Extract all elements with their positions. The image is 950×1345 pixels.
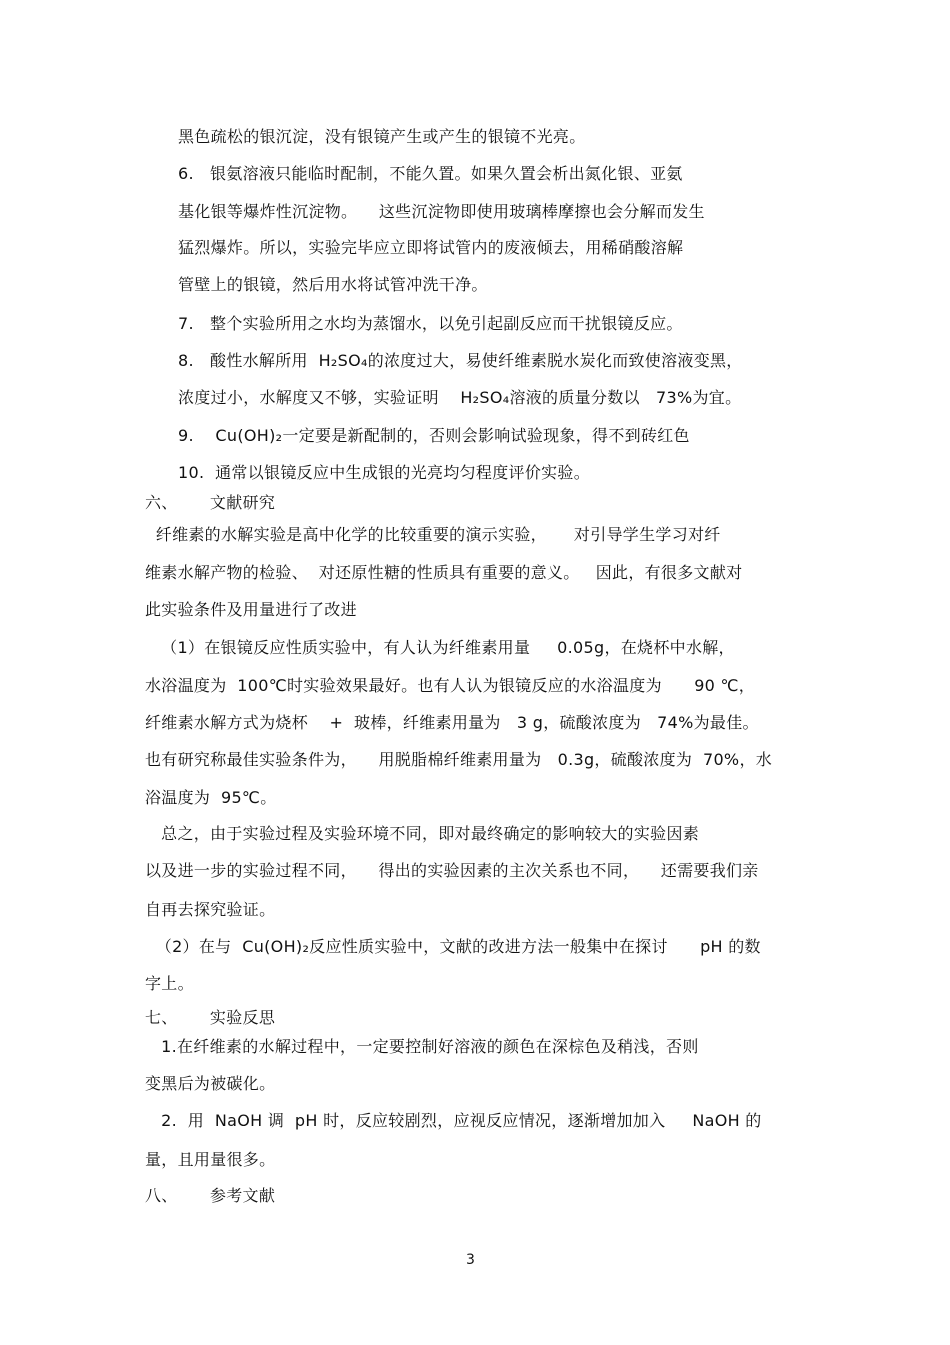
text-line-16: 水浴温度为 100℃时实验效果最好。也有人认为银镜反应的水浴温度为 90 ℃， [145,676,756,695]
text-line-28: 2. 用 NaOH 调 pH 时，反应较剧烈，应视反应情况，逐渐增加加入 NaOH 的 [145,1111,762,1130]
text-line-1: 黑色疏松的银沉淀，没有银镜产生或产生的银镜不光亮。 [178,127,586,146]
text-line-20: 总之，由于实验过程及实验环境不同，即对最终确定的影响较大的实验因素 [145,824,700,843]
section-heading-8: 八、 参考文献 [145,1186,276,1205]
text-line-29: 量，且用量很多。 [145,1150,276,1169]
text-line-23: （2）在与 Cu(OH)₂反应性质实验中，文献的改进方法一般集中在探讨 pH 的数 [145,937,761,956]
text-line-22: 自再去探究验证。 [145,900,276,919]
text-line-5: 管壁上的银镜，然后用水将试管冲洗干净。 [178,275,488,294]
text-line-24: 字上。 [145,974,194,993]
text-line-6: 7. 整个实验所用之水均为蒸馏水，以免引起副反应而干扰银镜反应。 [178,314,683,333]
text-line-3: 基化银等爆炸性沉淀物。 这些沉淀物即使用玻璃棒摩擦也会分解而发生 [178,202,705,221]
text-line-12: 纤维素的水解实验是高中化学的比较重要的演示实验， 对引导学生学习对纤 [145,525,721,544]
page-number: 3 [466,1252,475,1268]
text-line-2: 6. 银氨溶液只能临时配制，不能久置。如果久置会析出氮化银、亚氨 [178,164,683,183]
text-line-14: 此实验条件及用量进行了改进 [145,600,357,619]
text-line-15: （1）在银镜反应性质实验中，有人认为纤维素用量 0.05g，在烧杯中水解， [145,638,735,657]
text-line-18: 也有研究称最佳实验条件为， 用脱脂棉纤维素用量为 0.3g，硫酸浓度为 70%，水 [145,750,773,769]
text-line-9: 9. Cu(OH)₂一定要是新配制的，否则会影响试验现象，得不到砖红色 [178,426,690,445]
text-line-8: 浓度过小，水解度又不够，实验证明 H₂SO₄溶液的质量分数以 73%为宜。 [178,388,742,407]
text-line-26: 1.在纤维素的水解过程中，一定要控制好溶液的颜色在深棕色及稍浅，否则 [145,1037,699,1056]
text-line-10: 10. 通常以银镜反应中生成银的光亮均匀程度评价实验。 [178,463,591,482]
section-heading-7: 七、 实验反思 [145,1008,276,1027]
text-line-13: 维素水解产物的检验、 对还原性糖的性质具有重要的意义。 因此，有很多文献对 [145,563,743,582]
text-line-21: 以及进一步的实验过程不同， 得出的实验因素的主次关系也不同， 还需要我们亲 [145,861,759,880]
section-heading-6: 六、 文献研究 [145,493,276,512]
text-line-7: 8. 酸性水解所用 H₂SO₄的浓度过大，易使纤维素脱水炭化而致使溶液变黑， [178,351,743,370]
text-line-19: 浴温度为 95℃。 [145,788,277,807]
text-line-27: 变黑后为被碳化。 [145,1074,276,1093]
text-line-17: 纤维素水解方式为烧杯 + 玻棒，纤维素用量为 3 g，硫酸浓度为 74%为最佳。 [145,713,759,732]
text-line-4: 猛烈爆炸。所以，实验完毕应立即将试管内的废液倾去，用稀硝酸溶解 [178,238,684,257]
